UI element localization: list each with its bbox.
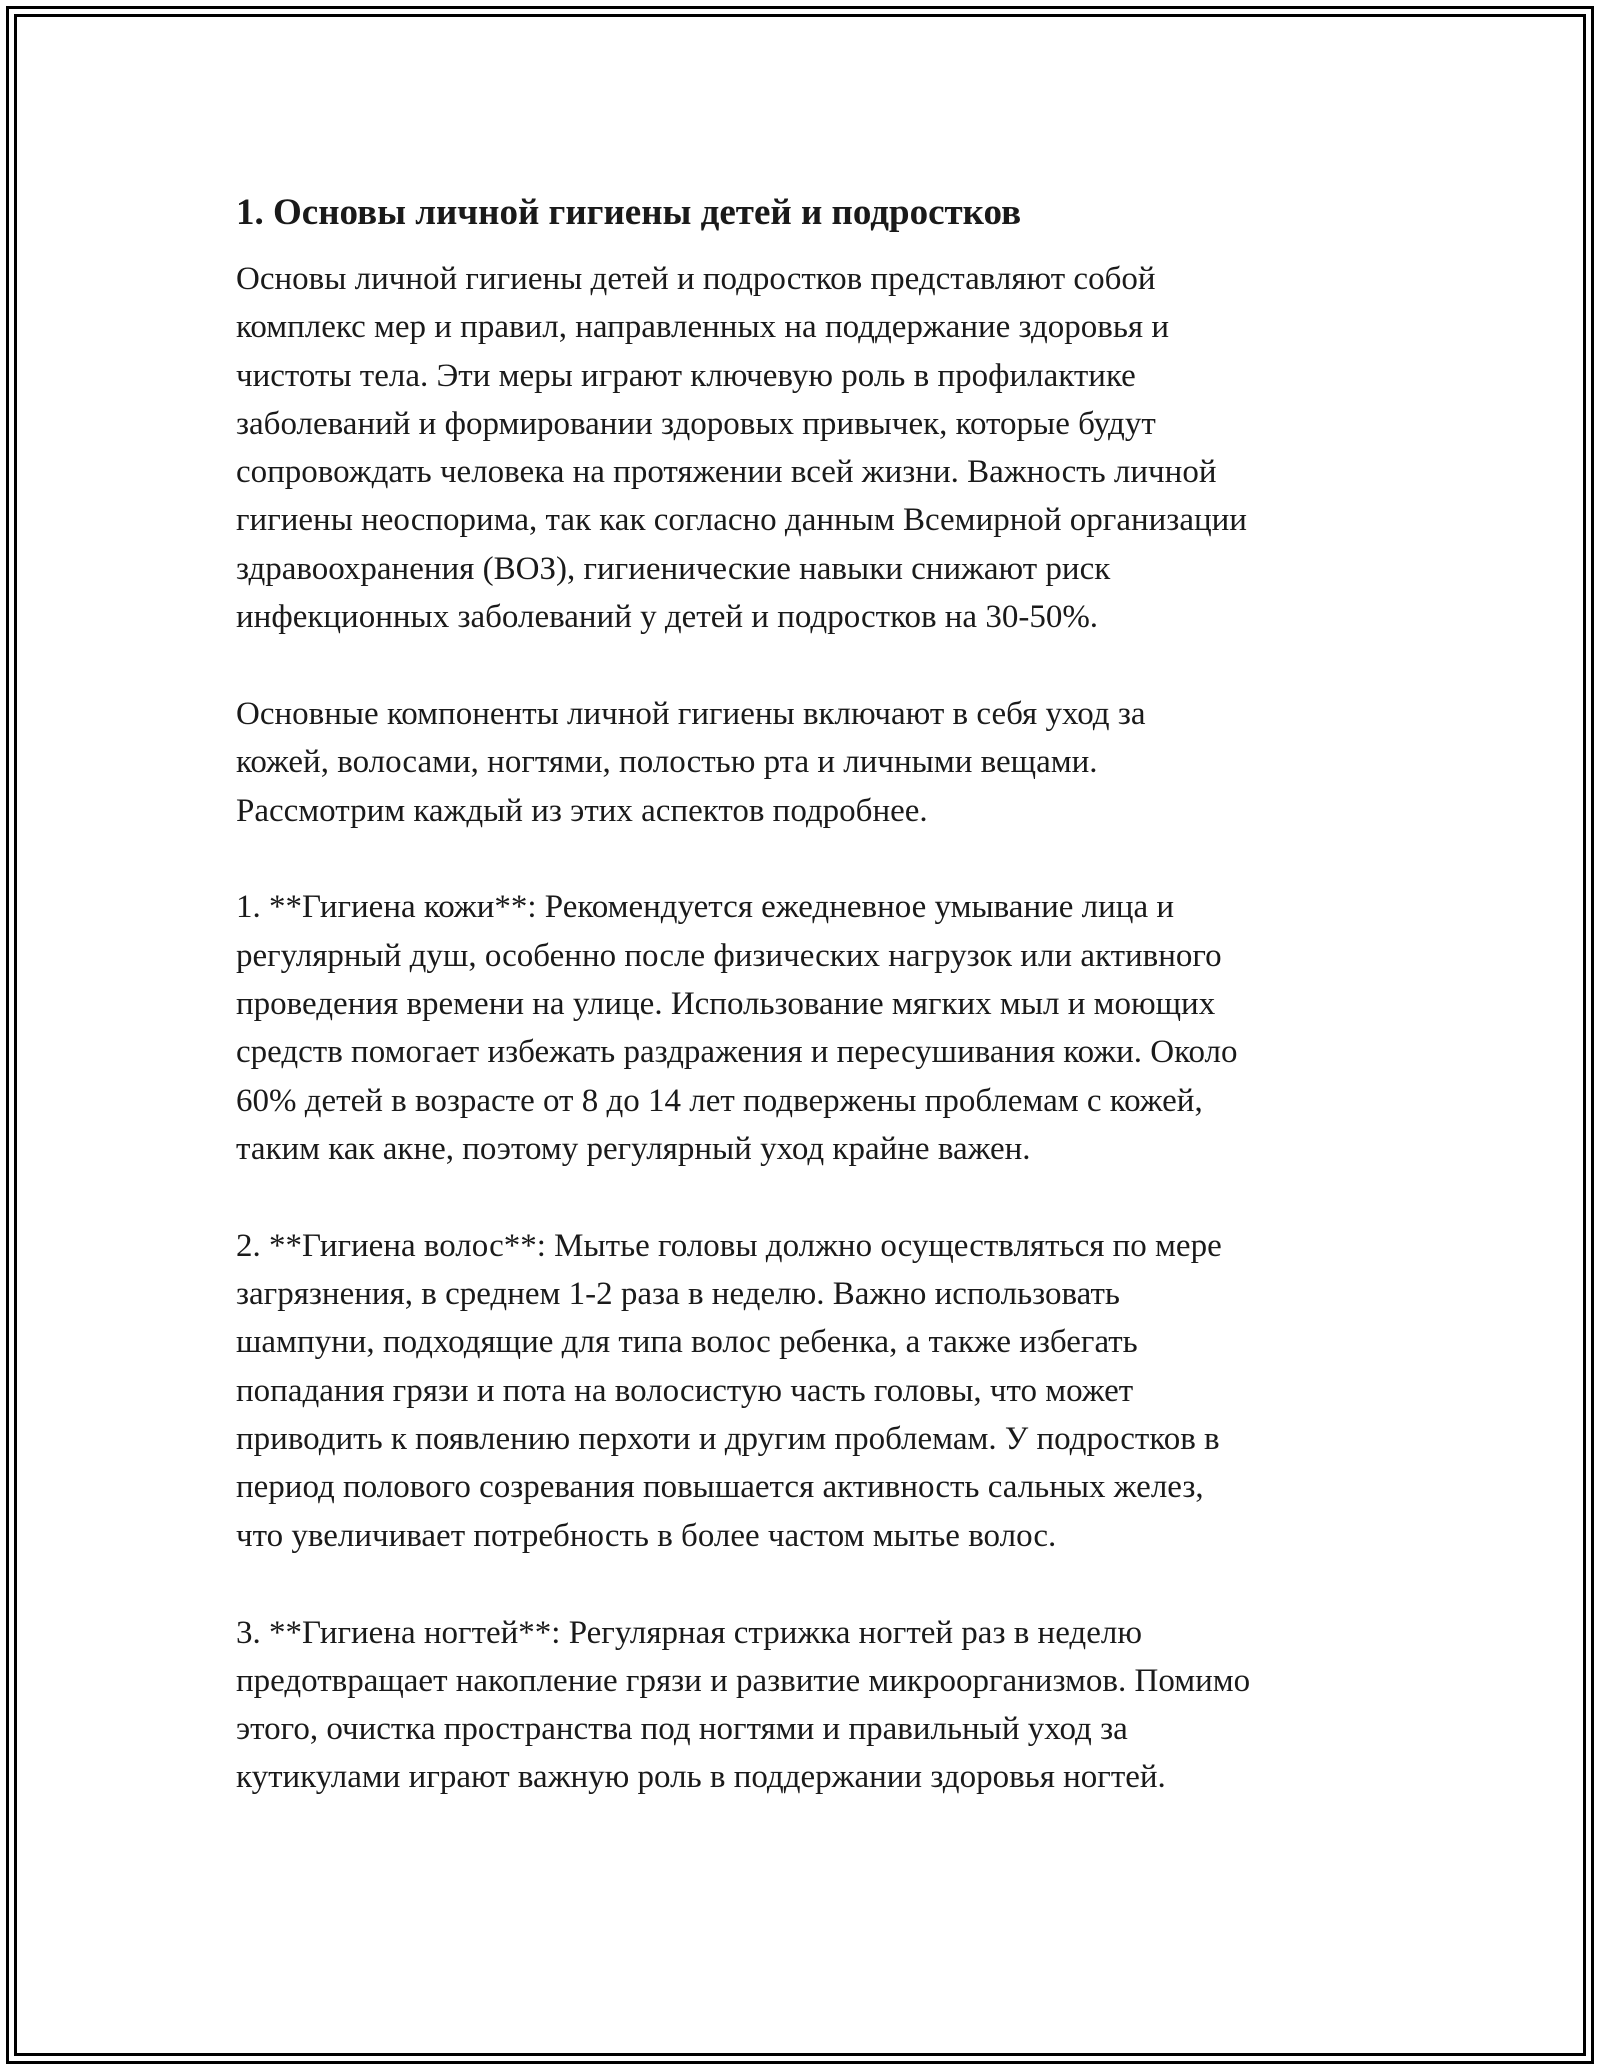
text-line: заболеваний и формировании здоровых привычек, которые будут bbox=[236, 405, 1156, 442]
text-line: этого, очистка пространства под ногтями и правильный уход за bbox=[236, 1711, 1128, 1748]
paragraph-spacer bbox=[236, 641, 1396, 690]
text-line: кожей, волосами, ногтями, полостью рта и личными вещами. bbox=[236, 744, 1098, 781]
text-line: Рассмотрим каждый из этих аспектов подробнее. bbox=[236, 792, 928, 829]
text-line: проведения времени на улице. Использование мягких мыл и моющих bbox=[236, 986, 1216, 1023]
text-line: таким как акне, поэтому регулярный уход крайне важен. bbox=[236, 1130, 1031, 1167]
paragraph-skin-hygiene bbox=[236, 883, 1396, 1173]
paragraph-nail-hygiene bbox=[236, 1609, 1396, 1802]
text-line: загрязнения, в среднем 1-2 раза в неделю. Важно использовать bbox=[236, 1276, 1120, 1313]
text-line: период полового созревания повышается активность сальных желез, bbox=[236, 1469, 1204, 1506]
paragraph-spacer bbox=[236, 835, 1396, 884]
text-line: предотвращает накопление грязи и развитие микроорганизмов. Помимо bbox=[236, 1662, 1251, 1699]
text-line: 3. **Гигиена ногтей**: Регулярная стрижка ногтей раз в неделю bbox=[236, 1614, 1142, 1651]
text-line: 60% детей в возрасте от 8 до 14 лет подвержены проблемам с кожей, bbox=[236, 1082, 1203, 1119]
text-line: чистоты тела. Эти меры играют ключевую роль в профилактике bbox=[236, 357, 1136, 394]
text-line: кутикулами играют важную роль в поддержании здоровья ногтей. bbox=[236, 1759, 1166, 1796]
paragraph-spacer bbox=[236, 1173, 1396, 1222]
text-line: комплекс мер и правил, направленных на поддержание здоровья и bbox=[236, 309, 1169, 346]
text-line: 2. **Гигиена волос**: Мытье головы должно осуществляться по мере bbox=[236, 1227, 1222, 1264]
text-line: регулярный душ, особенно после физических нагрузок или активного bbox=[236, 937, 1222, 974]
text-line: сопровождать человека на протяжении всей жизни. Важность личной bbox=[236, 454, 1217, 491]
paragraph-spacer bbox=[236, 1560, 1396, 1609]
text-line: приводить к появлению перхоти и другим проблемам. У подростков в bbox=[236, 1421, 1220, 1458]
text-line: средств помогает избежать раздражения и пересушивания кожи. Около bbox=[236, 1034, 1238, 1071]
document-body bbox=[236, 183, 1396, 1802]
section-heading: 1. Основы личной гигиены детей и подростков bbox=[236, 192, 1022, 233]
text-line: 1. **Гигиена кожи**: Рекомендуется ежедневное умывание лица и bbox=[236, 889, 1175, 926]
text-line: гигиены неоспорима, так как согласно данным Всемирной организации bbox=[236, 502, 1247, 539]
text-line: Основы личной гигиены детей и подростков представляют собой bbox=[236, 261, 1156, 297]
paragraph-intro bbox=[236, 255, 1396, 641]
text-line: попадания грязи и пота на волосистую часть головы, что может bbox=[236, 1372, 1134, 1409]
text-line: здравоохранения (ВОЗ), гигиенические навыки снижают риск bbox=[236, 550, 1111, 587]
text-line: шампуни, подходящие для типа волос ребенка, а также избегать bbox=[236, 1324, 1138, 1361]
text-line: инфекционных заболеваний у детей и подростков на 30-50%. bbox=[236, 599, 1099, 636]
text-line: что увеличивает потребность в более частом мытье волос. bbox=[236, 1517, 1057, 1554]
paragraph-hair-hygiene bbox=[236, 1222, 1396, 1560]
paragraph-components bbox=[236, 690, 1396, 835]
text-line: Основные компоненты личной гигиены включают в себя уход за bbox=[236, 695, 1146, 732]
